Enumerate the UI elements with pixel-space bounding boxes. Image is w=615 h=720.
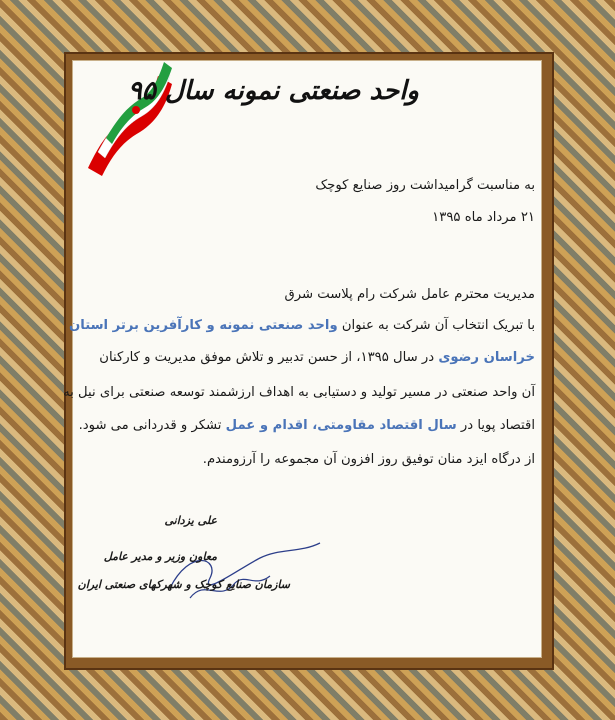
body-line-1: [69, 318, 535, 333]
body-line-1-highlight: واحد صنعتی نمونه و کارآفرین برتر استان: [68, 318, 338, 333]
body-line-5: از درگاه ایزد منان توفیق روز افزون آن مجموعه را آرزومندم.: [202, 452, 535, 467]
signer-position: معاون وزیر و مدیر عامل: [103, 550, 217, 563]
body-line-2-highlight: خراسان رضوی: [438, 350, 535, 365]
recipient-line: مدیریت محترم عامل شرکت رام پلاست شرق: [284, 287, 535, 302]
certificate-date: ۲۱ مرداد ماه ۱۳۹۵: [432, 210, 535, 225]
body-line-1-prefix: با تبریک انتخاب آن شرکت به عنوان: [337, 318, 535, 333]
body-line-2: [99, 350, 535, 365]
signature-scribble: [150, 528, 330, 608]
iran-flag-icon: [80, 48, 180, 188]
signer-organization: سازمان صنایع کوچک و شهرکهای صنعتی ایران: [77, 578, 290, 591]
body-line-3: آن واحد صنعتی در مسیر تولید و دستیابی به اهداف ارزشمند توسعه صنعتی برای نیل به: [63, 385, 535, 400]
body-line-2-rest: در سال ۱۳۹۵، از حسن تدبیر و تلاش موفق مدیریت و کارکنان: [99, 350, 439, 365]
body-line-4: [79, 418, 535, 433]
certificate-title: واحد صنعتی نمونه سال ۹۵: [127, 76, 419, 106]
occasion-text: به مناسبت گرامیداشت روز صنایع کوچک: [315, 178, 535, 193]
signer-name: علی یزدانی: [164, 514, 217, 527]
body-line-4-suffix: تشکر و قدردانی می شود.: [78, 418, 226, 433]
body-line-4-highlight: سال اقتصاد مقاومتی، اقدام و عمل: [225, 418, 457, 433]
body-line-4-prefix: اقتصاد پویا در: [456, 418, 535, 433]
